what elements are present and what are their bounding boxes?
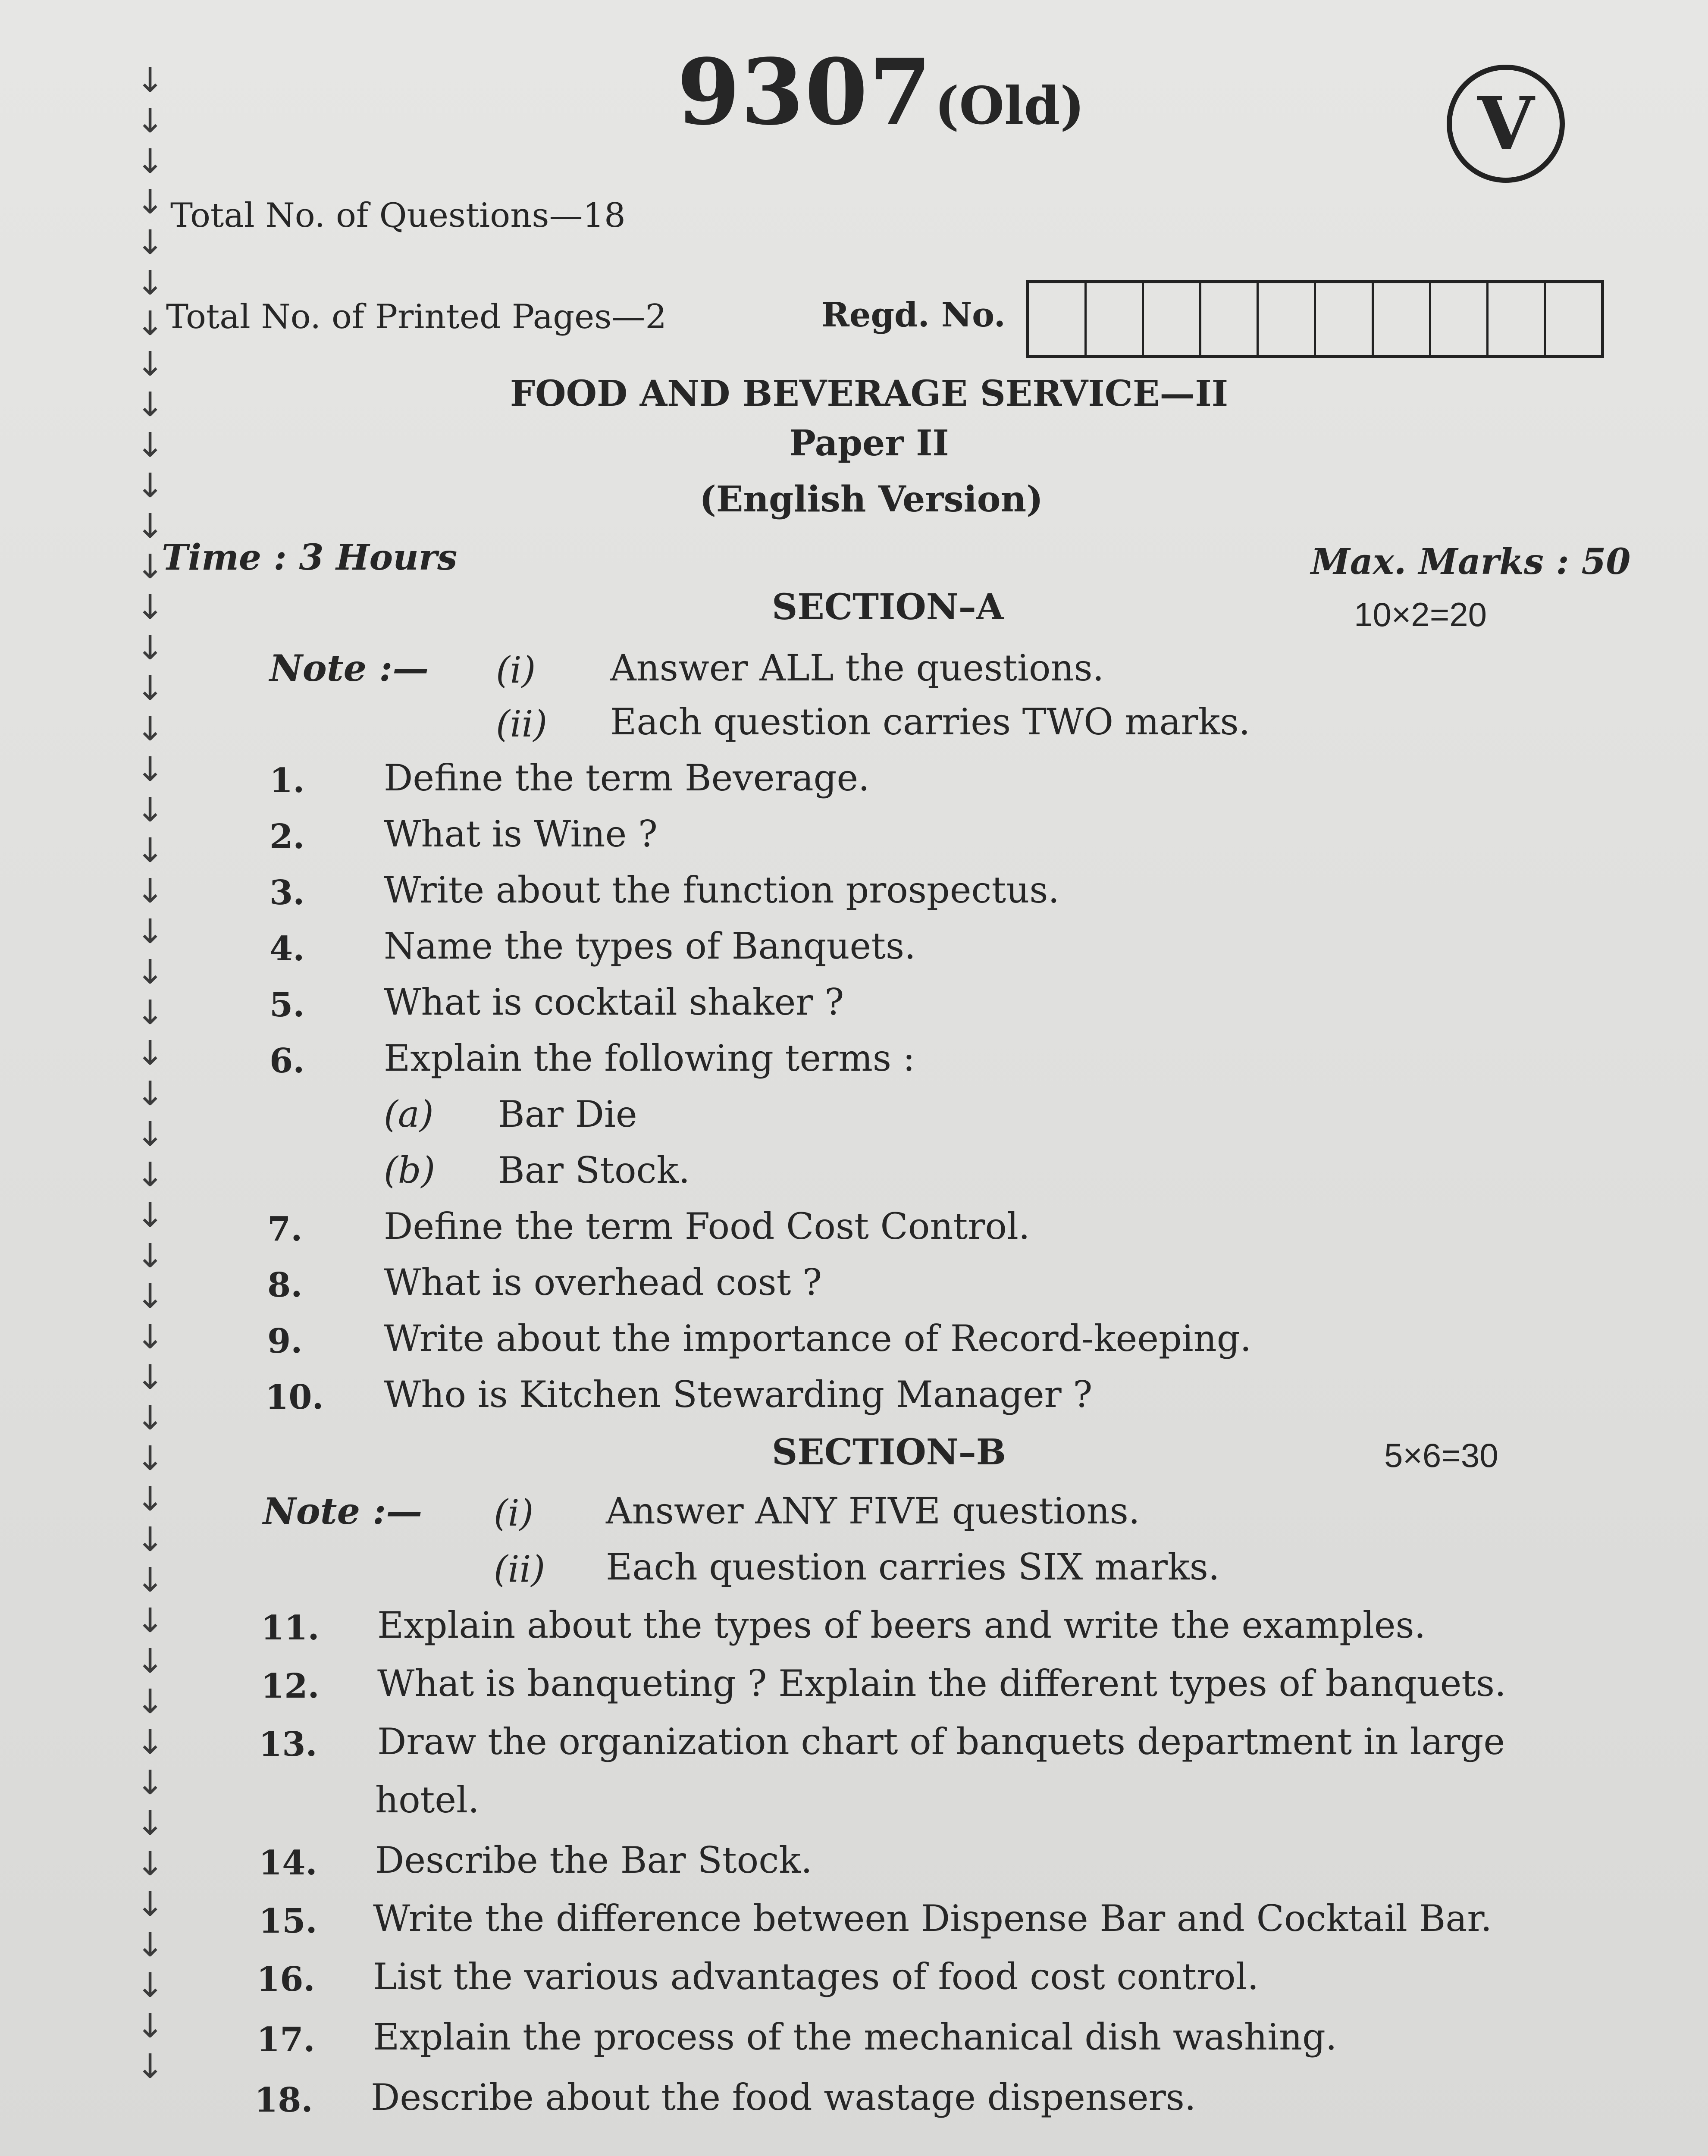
question-number: 18. bbox=[254, 2081, 313, 2120]
question-text: What is banqueting ? Explain the different types of banquets. bbox=[377, 1662, 1506, 1705]
section-b-note-text: Each question carries SIX marks. bbox=[606, 1546, 1220, 1588]
set-letter-badge bbox=[1447, 65, 1565, 183]
margin-arrow-icon: ↓ bbox=[136, 1642, 164, 1681]
margin-arrow-icon: ↓ bbox=[136, 1723, 164, 1762]
margin-arrow-icon: ↓ bbox=[136, 102, 164, 141]
margin-arrow-icon: ↓ bbox=[136, 831, 164, 870]
question-number: 8. bbox=[267, 1266, 303, 1305]
margin-arrow-icon: ↓ bbox=[136, 1845, 164, 1883]
margin-arrow-icon: ↓ bbox=[136, 223, 164, 262]
question-number: 13. bbox=[259, 1725, 317, 1764]
section-a-note-text: Each question carries TWO marks. bbox=[610, 701, 1250, 743]
question-number: 10. bbox=[265, 1378, 324, 1417]
paper-variant: (Old) bbox=[934, 75, 1085, 136]
margin-arrow-icon: ↓ bbox=[136, 912, 164, 951]
question-text: What is Wine ? bbox=[384, 813, 658, 855]
margin-arrow-icon: ↓ bbox=[136, 1196, 164, 1235]
margin-arrow-icon: ↓ bbox=[136, 1561, 164, 1600]
question-number: 11. bbox=[261, 1608, 320, 1648]
margin-arrow-icon: ↓ bbox=[136, 1764, 164, 1802]
margin-arrow-icon: ↓ bbox=[136, 1966, 164, 2005]
margin-arrow-icon: ↓ bbox=[136, 1480, 164, 1519]
paper-title: Paper II bbox=[789, 423, 949, 464]
regd-label: Regd. No. bbox=[821, 295, 1006, 335]
question-number: 7. bbox=[267, 1210, 303, 1249]
margin-arrow-icon: ↓ bbox=[136, 345, 164, 384]
paper-code-block bbox=[677, 39, 1084, 145]
margin-arrow-icon: ↓ bbox=[136, 1156, 164, 1194]
margin-arrow-icon: ↓ bbox=[136, 872, 164, 911]
subject-title: FOOD AND BEVERAGE SERVICE—II bbox=[510, 373, 1229, 414]
section-a-heading: SECTION–A bbox=[772, 586, 1004, 628]
margin-arrow-icon: ↓ bbox=[136, 548, 164, 586]
section-b-marks: 5×6=30 bbox=[1384, 1436, 1498, 1474]
question-text: Define the term Beverage. bbox=[384, 757, 870, 799]
margin-arrow-icon: ↓ bbox=[136, 1683, 164, 1721]
subpart-text: Bar Stock. bbox=[498, 1149, 690, 1191]
margin-arrow-icon: ↓ bbox=[136, 2047, 164, 2086]
total-pages: Total No. of Printed Pages—2 bbox=[166, 298, 667, 336]
question-number: 12. bbox=[261, 1667, 320, 1706]
question-text: Name the types of Banquets. bbox=[384, 925, 916, 967]
margin-arrow-icon: ↓ bbox=[136, 1399, 164, 1438]
section-b-note-num: (i) bbox=[494, 1492, 534, 1534]
question-text: Who is Kitchen Stewarding Manager ? bbox=[384, 1373, 1093, 1416]
question-text: Explain the process of the mechanical dish washing. bbox=[373, 2016, 1337, 2058]
margin-arrow-icon: ↓ bbox=[136, 467, 164, 505]
section-a-marks: 10×2=20 bbox=[1354, 595, 1487, 633]
regd-digit-box bbox=[1546, 283, 1601, 355]
section-a-note-label: Note :— bbox=[270, 647, 429, 689]
section-b-note-label: Note :— bbox=[263, 1490, 423, 1532]
question-text: Describe about the food wastage dispensers. bbox=[371, 2076, 1196, 2118]
subpart-label: (a) bbox=[384, 1093, 434, 1135]
question-text: Draw the organization chart of banquets department in large bbox=[377, 1720, 1505, 1763]
version-title: (English Version) bbox=[699, 479, 1043, 520]
margin-arrow-icon: ↓ bbox=[136, 669, 164, 708]
margin-arrow-icon: ↓ bbox=[136, 1115, 164, 1154]
regd-digit-box bbox=[1087, 283, 1144, 355]
margin-arrow-icon: ↓ bbox=[136, 1520, 164, 1559]
margin-arrow-icon: ↓ bbox=[136, 629, 164, 667]
margin-arrow-icon: ↓ bbox=[136, 1034, 164, 1073]
margin-arrow-icon: ↓ bbox=[136, 1358, 164, 1397]
margin-arrow-icon: ↓ bbox=[136, 710, 164, 749]
subpart-text: Bar Die bbox=[498, 1093, 637, 1135]
section-a-note-num: (ii) bbox=[496, 703, 548, 745]
margin-arrow-icon: ↓ bbox=[136, 426, 164, 465]
question-text: Describe the Bar Stock. bbox=[375, 1839, 812, 1881]
question-number: 6. bbox=[270, 1041, 305, 1081]
question-text: Write about the function prospectus. bbox=[384, 869, 1060, 911]
question-number: 17. bbox=[257, 2020, 315, 2059]
margin-arrow-icon: ↓ bbox=[136, 142, 164, 181]
margin-arrow-icon: ↓ bbox=[136, 750, 164, 789]
question-text: What is cocktail shaker ? bbox=[384, 981, 844, 1023]
margin-arrow-icon: ↓ bbox=[136, 1885, 164, 1924]
question-number: 2. bbox=[270, 817, 305, 856]
question-text: List the various advantages of food cost control. bbox=[373, 1955, 1259, 1998]
section-b-note-num: (ii) bbox=[494, 1548, 545, 1590]
margin-arrow-icon: ↓ bbox=[136, 183, 164, 222]
margin-arrows bbox=[137, 60, 163, 2087]
section-a-note-num: (i) bbox=[496, 649, 536, 691]
question-text: Explain the following terms : bbox=[384, 1037, 915, 1079]
question-number: 5. bbox=[270, 985, 305, 1025]
margin-arrow-icon: ↓ bbox=[136, 588, 164, 627]
question-number: 4. bbox=[270, 929, 305, 968]
margin-arrow-icon: ↓ bbox=[136, 1277, 164, 1316]
margin-arrow-icon: ↓ bbox=[136, 791, 164, 830]
regd-number-boxes bbox=[1026, 280, 1604, 358]
margin-arrow-icon: ↓ bbox=[136, 1318, 164, 1357]
margin-arrow-icon: ↓ bbox=[136, 1439, 164, 1478]
max-marks: Max. Marks : 50 bbox=[1311, 541, 1631, 583]
question-number: 14. bbox=[259, 1843, 317, 1883]
margin-arrow-icon: ↓ bbox=[136, 1601, 164, 1640]
section-b-note-text: Answer ANY FIVE questions. bbox=[606, 1490, 1140, 1532]
margin-arrow-icon: ↓ bbox=[136, 1926, 164, 1965]
question-text: What is overhead cost ? bbox=[384, 1261, 822, 1304]
exam-time: Time : 3 Hours bbox=[162, 537, 458, 578]
question-number: 3. bbox=[270, 873, 305, 912]
set-letter: V bbox=[1477, 81, 1534, 167]
regd-digit-box bbox=[1029, 283, 1087, 355]
question-text: Define the term Food Cost Control. bbox=[384, 1205, 1030, 1247]
margin-arrow-icon: ↓ bbox=[136, 304, 164, 343]
question-number: 1. bbox=[270, 761, 305, 800]
margin-arrow-icon: ↓ bbox=[136, 507, 164, 546]
regd-digit-box bbox=[1316, 283, 1373, 355]
margin-arrow-icon: ↓ bbox=[136, 1804, 164, 1843]
regd-digit-box bbox=[1201, 283, 1259, 355]
margin-arrow-icon: ↓ bbox=[136, 1075, 164, 1113]
regd-digit-box bbox=[1489, 283, 1546, 355]
regd-digit-box bbox=[1144, 283, 1201, 355]
paper-code: 9307 bbox=[677, 39, 933, 145]
question-number: 15. bbox=[259, 1902, 317, 1941]
question-number: 16. bbox=[257, 1960, 315, 1999]
total-questions: Total No. of Questions—18 bbox=[170, 196, 626, 235]
question-text: Write the difference between Dispense Bar and Cocktail Bar. bbox=[373, 1897, 1492, 1940]
regd-digit-box bbox=[1374, 283, 1431, 355]
margin-arrow-icon: ↓ bbox=[136, 2007, 164, 2046]
margin-arrow-icon: ↓ bbox=[136, 264, 164, 303]
regd-digit-box bbox=[1259, 283, 1316, 355]
section-a-note-text: Answer ALL the questions. bbox=[610, 647, 1104, 689]
subpart-label: (b) bbox=[384, 1149, 436, 1191]
margin-arrow-icon: ↓ bbox=[136, 385, 164, 424]
question-text: Write about the importance of Record-keeping. bbox=[384, 1317, 1252, 1360]
margin-arrow-icon: ↓ bbox=[136, 993, 164, 1032]
question-text: Explain about the types of beers and write the examples. bbox=[377, 1604, 1426, 1646]
margin-arrow-icon: ↓ bbox=[136, 1237, 164, 1275]
question-number: 9. bbox=[267, 1322, 303, 1361]
regd-digit-box bbox=[1431, 283, 1489, 355]
margin-arrow-icon: ↓ bbox=[136, 953, 164, 992]
section-b-heading: SECTION–B bbox=[772, 1432, 1006, 1473]
question-text-continued: hotel. bbox=[375, 1779, 479, 1821]
margin-arrow-icon: ↓ bbox=[136, 61, 164, 100]
